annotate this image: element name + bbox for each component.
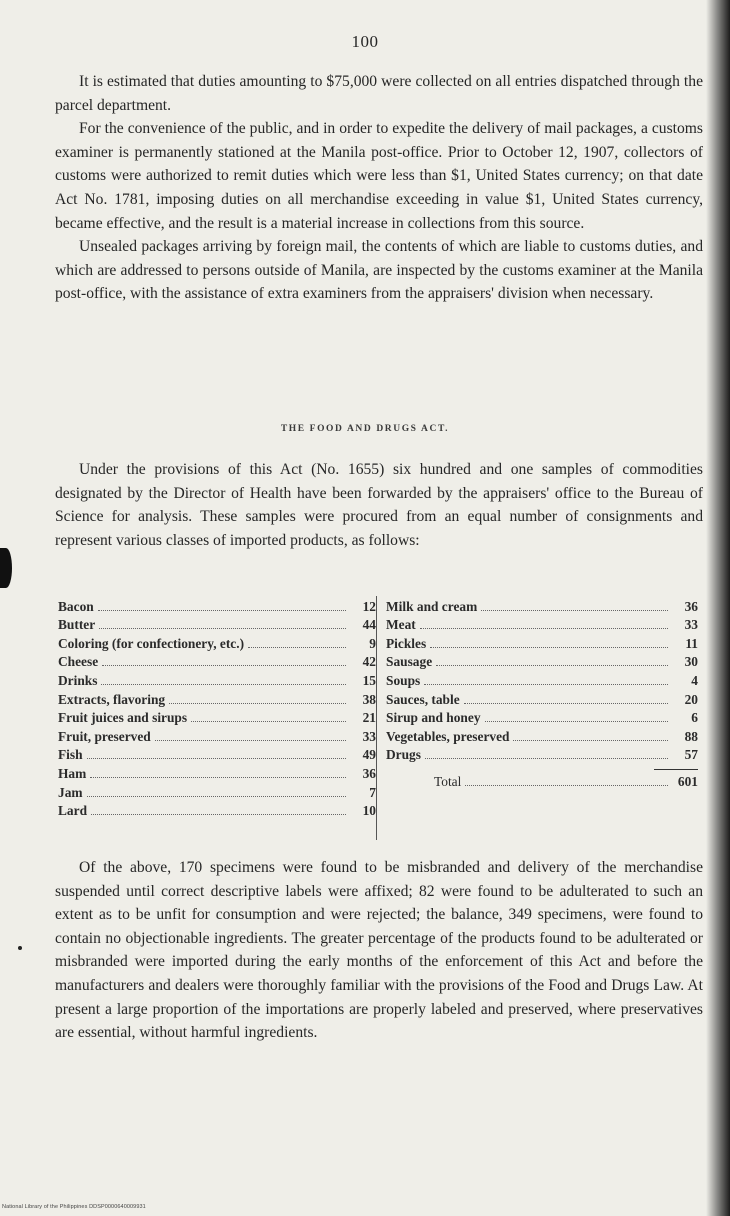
- row-label: Butter: [58, 617, 96, 633]
- section-heading: THE FOOD AND DRUGS ACT.: [280, 424, 450, 434]
- leader-dots: [99, 627, 346, 629]
- leader-dots: [102, 664, 346, 666]
- row-value: 36: [684, 598, 698, 614]
- leader-dots: [424, 683, 668, 685]
- row-label: Pickles: [386, 635, 427, 651]
- row-label: Milk and cream: [386, 598, 478, 614]
- total-value: 601: [677, 773, 698, 789]
- total-label: Total: [434, 773, 462, 789]
- row-label: Cheese: [58, 654, 99, 670]
- row-label: Fish: [58, 747, 83, 763]
- table-row: [58, 708, 376, 727]
- leader-dots: [513, 739, 668, 741]
- row-label: Sirup and honey: [386, 710, 481, 726]
- row-value: 20: [684, 691, 698, 707]
- leader-dots: [169, 702, 346, 704]
- leader-dots: [91, 813, 346, 815]
- intro-block: [55, 458, 703, 552]
- table-row: [58, 689, 376, 708]
- table-row: [382, 670, 698, 689]
- total-row: [382, 771, 698, 790]
- leader-dots: [464, 702, 668, 704]
- leader-dots: [420, 627, 668, 629]
- row-label: Coloring (for confectionery, etc.): [58, 635, 245, 651]
- table-row: [58, 633, 376, 652]
- table-row: [382, 708, 698, 727]
- row-value: 57: [684, 747, 698, 763]
- leader-dots: [425, 757, 668, 759]
- table-row: [58, 652, 376, 671]
- table-row: [58, 801, 376, 820]
- row-value: 42: [362, 654, 376, 670]
- row-value: 49: [362, 747, 376, 763]
- row-label: Soups: [386, 672, 421, 688]
- paragraph-customs-examiner: For the convenience of the public, and in order to expedite the delivery of mail packages, a customs examiner is permanently stationed at the Manila post-office. Prior to October 12, 1907, collectors of customs were authorized to remit duties which were less than $1, United States currency; on that date Act No. 1781, imposing duties on all merchandise exceeding in value $1, United States currency, became effective, and the result is a material increase in collections from this source.: [55, 120, 703, 232]
- table-left-column: [58, 596, 376, 819]
- row-value: 21: [362, 710, 376, 726]
- row-label: Ham: [58, 765, 87, 781]
- paragraph-duties: It is estimated that duties amounting to $75,000 were collected on all entries dispatched through the parcel department.: [55, 73, 703, 114]
- row-label: Sausage: [386, 654, 433, 670]
- library-footer: National Library of the Philippines DDSP0000640009931: [2, 1204, 146, 1210]
- row-value: 7: [369, 784, 376, 800]
- leader-dots: [191, 720, 346, 722]
- leader-dots: [485, 720, 668, 722]
- leader-dots: [465, 784, 668, 786]
- row-label: Vegetables, preserved: [386, 728, 510, 744]
- table-row: [58, 596, 376, 615]
- leader-dots: [436, 664, 668, 666]
- row-label: Jam: [58, 784, 83, 800]
- row-label: Fruit, preserved: [58, 728, 151, 744]
- paragraph-closing: Of the above, 170 specimens were found to be misbranded and delivery of the merchandise suspended until correct descriptive labels were affixed; 82 were found to be adulterated to such an extent as to be unfit for consumption and were rejected; the balance, 349 specimens, were found to contain no objectionable ingredients. The greater percentage of the products found to be adulterated or misbranded were imported during the early months of the enforcement of this Act and before the manufacturers and dealers were thoroughly familiar with the provisions of the Food and Drugs Law. At present a large proportion of the importations are properly labeled and preserved, where preservatives are essential, without harmful ingredients.: [55, 859, 703, 1042]
- row-label: Bacon: [58, 598, 94, 614]
- leader-dots: [98, 609, 346, 611]
- top-paragraphs: [55, 70, 703, 306]
- row-value: 88: [684, 728, 698, 744]
- row-value: 36: [362, 765, 376, 781]
- row-label: Drinks: [58, 672, 98, 688]
- table-row: [58, 670, 376, 689]
- leader-dots: [481, 609, 668, 611]
- row-value: 11: [685, 635, 698, 651]
- row-value: 10: [362, 803, 376, 819]
- row-label: Lard: [58, 803, 88, 819]
- row-value: 38: [362, 691, 376, 707]
- leader-dots: [155, 739, 346, 741]
- table-row: [58, 615, 376, 634]
- leader-dots: [87, 795, 346, 797]
- row-value: 12: [362, 598, 376, 614]
- book-spine-shadow: [706, 0, 730, 1216]
- leader-dots: [430, 646, 668, 648]
- table-row: [58, 782, 376, 801]
- table-row: [382, 745, 698, 764]
- table-right-column: [382, 596, 698, 790]
- table-row: [382, 689, 698, 708]
- row-label: Meat: [386, 617, 416, 633]
- row-label: Drugs: [386, 747, 421, 763]
- table-row: [382, 633, 698, 652]
- table-row: [58, 763, 376, 782]
- paragraph-unsealed-packages: Unsealed packages arriving by foreign mail, the contents of which are liable to customs duties, and which are addressed to persons outside of Manila, are inspected by the customs examiner at the Manila post-office, with the assistance of extra examiners from the appraisers' division when necessary.: [55, 238, 703, 303]
- row-value: 33: [362, 728, 376, 744]
- table-row: [382, 652, 698, 671]
- closing-block: [55, 856, 703, 1045]
- leader-dots: [90, 776, 346, 778]
- page-number: 100: [351, 32, 379, 51]
- row-label: Sauces, table: [386, 691, 460, 707]
- margin-dot: [18, 946, 22, 950]
- leader-dots: [101, 683, 346, 685]
- row-value: 6: [691, 710, 698, 726]
- row-value: 15: [362, 672, 376, 688]
- row-value: 44: [362, 617, 376, 633]
- row-value: 33: [684, 617, 698, 633]
- table-row: [58, 726, 376, 745]
- table-row: [382, 596, 698, 615]
- leader-dots: [87, 757, 346, 759]
- commodities-table: [58, 596, 698, 842]
- row-value: 9: [369, 635, 376, 651]
- leader-dots: [248, 646, 346, 648]
- row-label: Extracts, flavoring: [58, 691, 166, 707]
- column-divider: [376, 596, 377, 840]
- table-row: [382, 615, 698, 634]
- row-value: 30: [684, 654, 698, 670]
- paragraph-intro: Under the provisions of this Act (No. 1655) six hundred and one samples of commodities designated by the Director of Health have been forwarded by the appraisers' office to the Bureau of Science for analysis. These samples were procured from an equal number of consignments and represent various classes of imported products, as follows:: [55, 461, 703, 549]
- row-label: Fruit juices and sirups: [58, 710, 188, 726]
- ink-blot: [0, 548, 12, 588]
- row-value: 4: [691, 672, 698, 688]
- table-row: [58, 745, 376, 764]
- total-rule: [654, 769, 698, 770]
- table-row: [382, 726, 698, 745]
